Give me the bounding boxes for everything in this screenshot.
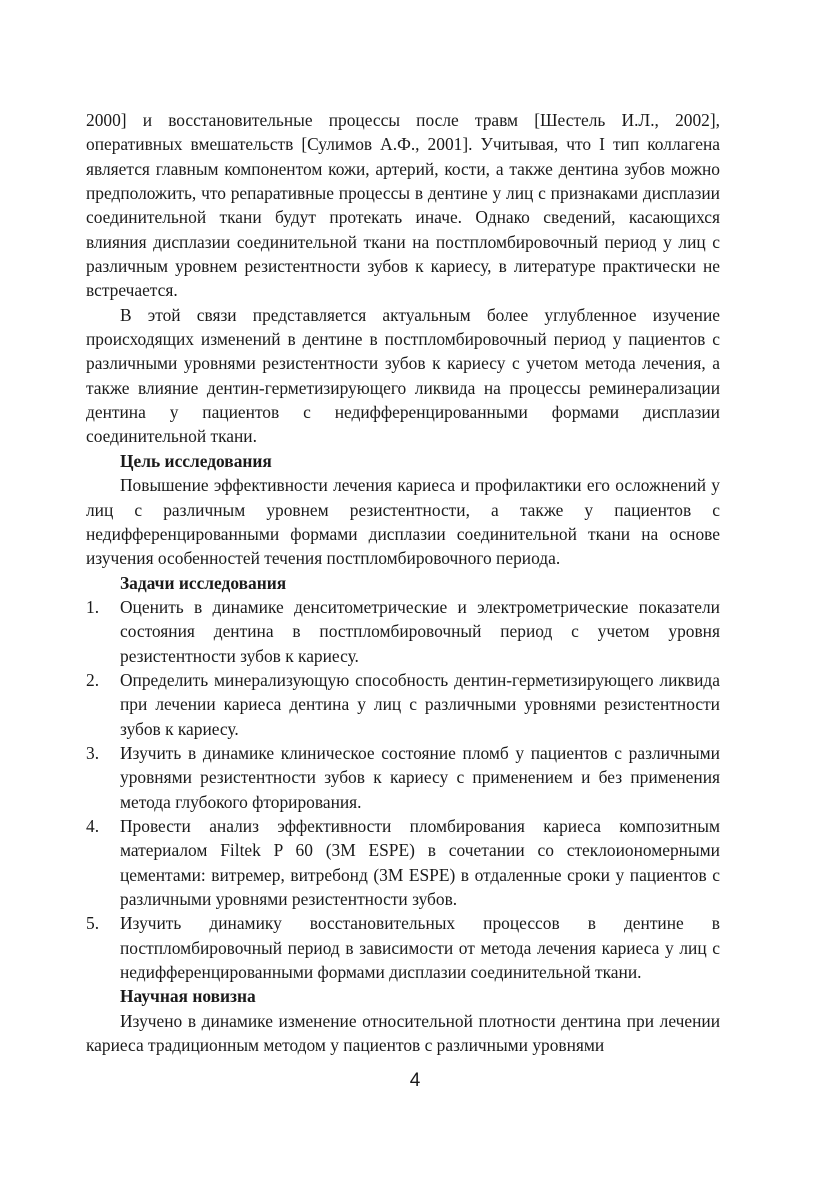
intro-paragraph-continued: 2000] и восстановительные процессы после травм [Шестель И.Л., 2002], оперативных вмешательств [Сулимов А.Ф., 2001]. Учитывая, что I тип коллагена является главным компонентом кожи, артерий, кости, а также дентина зубов можно предположить, что репаративные процессы в дентине у лиц с признаками дисплазии соединительной ткани будут протекать иначе. Однако сведений, касающихся влияния дисплазии соединительной ткани на постпломбировочный период у лиц с различным уровнем резистентности зубов к кариесу, в литературе практически не встречается. [86,110,720,301]
task-number: 2. [86,669,100,690]
novelty-paragraph: Изучено в динамике изменение относительной плотности дентина при лечении кариеса традиционным методом у пациентов с различными уровнями [86,1010,720,1056]
novelty-heading: Научная новизна [120,986,256,1007]
page-number: 4 [409,1070,421,1091]
task-text: Определить минерализующую способность дентин-герметизирующего ликвида при лечении кариеса дентина у лиц с различными уровнями резистентности зубов к кариесу. [120,669,720,739]
task-item [86,668,720,741]
task-text: Изучить динамику восстановительных процессов в дентине в постпломбировочный период в зависимости от метода лечения кариеса у лиц с недифференцированными формами дисплазии соединительной ткани. [120,913,720,983]
task-item [86,814,720,911]
relevance-paragraph: В этой связи представляется актуальным более углубленное изучение происходящих изменений в дентине в постпломбировочный период у пациентов с различными уровнями резистентности зубов к кариесу с учетом метода лечения, а также влияние дентин-герметизирующего ликвида на процессы реминерализации дентина у пациентов с недифференцированными формами дисплазии соединительной ткани. [86,304,720,447]
task-number: 5. [86,913,100,934]
task-item [86,741,720,814]
task-text: Изучить в динамике клиническое состояние пломб у пациентов с различными уровнями резистентности зубов к кариесу с применением и без применения метода глубокого фторирования. [120,742,720,812]
task-text: Провести анализ эффективности пломбирования кариеса композитным материалом Filtek P 60 (3M ESPE) в сочетании со стеклоиономерными цементами: витремер, витребонд (3M ESPE) в отдаленные сроки у пациентов с различными уровнями резистентности зубов. [120,815,720,909]
tasks-heading: Задачи исследования [120,572,287,593]
task-text: Оценить в динамике денситометрические и электрометрические показатели состояния дентина в постпломбировочный период с учетом уровня резистентности зубов к кариесу. [120,596,720,666]
task-item [86,595,720,668]
task-number: 1. [86,596,100,617]
task-number: 4. [86,815,100,836]
document-page-body [86,108,720,1057]
task-item [86,911,720,984]
tasks-list [86,595,720,985]
goal-paragraph: Повышение эффективности лечения кариеса и профилактики его осложнений у лиц с различным уровнем резистентности, а также у пациентов с недифференцированными формами дисплазии соединительной ткани на основе изучения особенностей течения постпломбировочного периода. [86,475,720,569]
task-number: 3. [86,742,100,763]
goal-heading: Цель исследования [120,450,272,471]
